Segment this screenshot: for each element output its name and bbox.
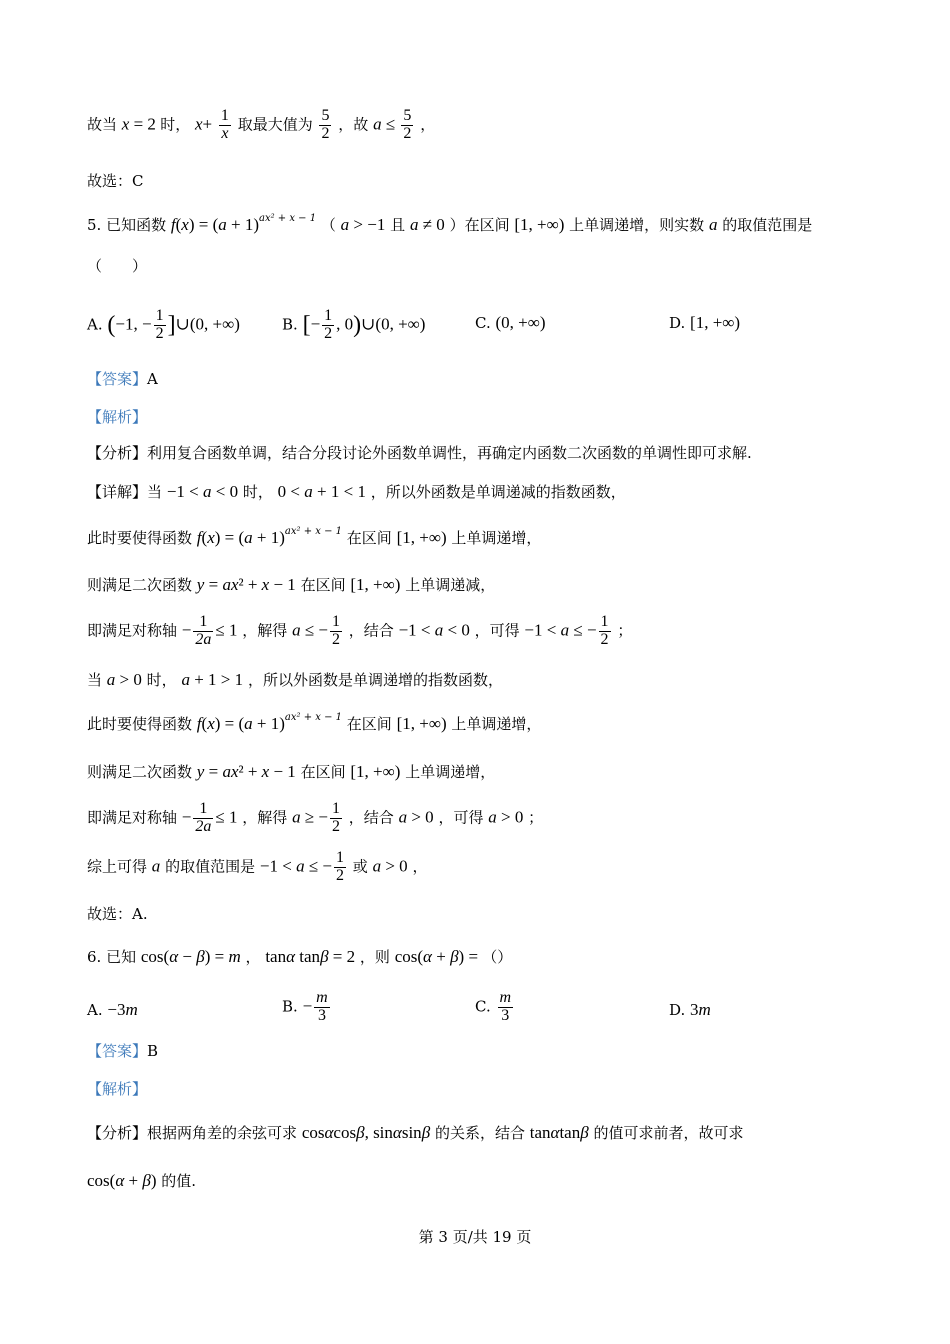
option-c: C. (0, +∞) [475,313,546,332]
text: 在区间 [346,715,392,733]
text: 【分析】 [87,1124,148,1142]
step-7: 即满足对称轴 − $\frac{1}{2a}$ ≤ 1 ，解得 a ≥ − $\frac{1}{2}$ ，结合 a > 0 ，可得 a > 0 ； [87,800,544,835]
text: ，结合 [348,621,394,640]
text: 6. 已知 [87,948,137,966]
option-d: D. [1, +∞) [669,313,741,332]
text: ，解得 [242,808,288,827]
fenxi-6: 【分析】根据两角差的余弦可求 cosαcosβ, sinαsinβ 的关系，结合 tanαtanβ 的值可求前者，故可求 [87,1123,744,1142]
question-5-paren: （ ） [87,257,148,275]
step-3: 即满足对称轴 − $\frac{1}{2a}$ ≤ 1 ，解得 a ≤ − $\frac{1}{2}$ ，结合 −1 < a < 0 ，可得 −1 < a ≤ − $\frac{1}{2}$ ； [87,613,633,648]
step-6: 则满足二次函数 y = ax² + x − 1 在区间 [1, +∞) 上单调递增， [87,762,496,781]
text: 上单调递减， [405,576,496,594]
text: 故当 [87,115,118,134]
text: B. [282,315,298,334]
jiexi-5: 【解析】 [87,408,148,426]
text: 当 [147,483,163,501]
xiangjie-5: 【详解】当 −1 < a < 0 时， 0 < a + 1 < 1 ，所以外函数是单调递减的指数函数， [87,482,626,501]
text: 即满足对称轴 [87,621,178,640]
answer-value: A [147,370,158,388]
text: 此时要使得函数 [87,529,193,547]
text: 在区间 [300,763,346,781]
question-5: 5. 已知函数 $f(x) = (a + 1)^{ax^2 + x - 1}$ （ a > −1 且 a ≠ 0 ）在区间 [1, +∞) 上单调递增，则实数 a 的取值范围是 [87,213,813,234]
text: D. [669,314,686,332]
text: 在区间 [300,576,346,594]
text: ，解得 [242,621,288,640]
option-6a: A. −3m [87,1000,138,1019]
option-a: A. (−1, − $\frac{1}{2}$ ]∪(0, +∞) [87,307,240,342]
text: ，所以外函数是单调递增的指数函数， [247,671,503,689]
step-2: 则满足二次函数 y = ax² + x − 1 在区间 [1, +∞) 上单调递减， [87,575,496,594]
text: C. [475,997,491,1016]
step-8: 综上可得 a 的取值范围是 −1 < a ≤ − $\frac{1}{2}$ 或 a > 0 ， [87,849,428,884]
text: ； [617,621,633,640]
text: A. [87,1001,103,1019]
text: 利用复合函数单调，结合分段讨论外函数单调性，再确定内函数二次函数的单调性即可求解. [147,444,752,462]
text: ，则 [359,948,390,966]
choose-a: 故选：A. [87,905,148,923]
text: 或 [352,857,368,876]
step-4: 当 a > 0 时， a + 1 > 1 ，所以外函数是单调递增的指数函数， [87,670,503,689]
text: 的取值范围是 [165,857,256,876]
text: 根据两角差的余弦可求 [147,1124,298,1142]
text: 上单调递增， [405,763,496,781]
text: 时， [242,483,273,501]
text: ； [528,808,544,827]
question-6: 6. 已知 cos(α − β) = m ， tanα tanβ = 2 ，则 cos(α + β) = （） [87,947,513,966]
text: ，结合 [348,808,394,827]
text: 则满足二次函数 [87,576,193,594]
text: 当 [87,671,103,689]
text: ，可得 [474,621,520,640]
text: 取最大值为 [237,115,313,134]
text: 即满足对称轴 [87,808,178,827]
answer-value: B [147,1042,159,1060]
step-5: 此时要使得函数 $f(x) = (a + 1)^{ax^2 + x - 1}$ 在区间 [1, +∞) 上单调递增， [87,712,542,733]
text: D. [669,1001,686,1019]
option-6d: D. 3m [669,1000,711,1019]
option-b: B. [− $\frac{1}{2}$ , 0)∪(0, +∞) [282,307,426,342]
text: ， [245,948,261,966]
fenxi-5 [87,446,752,461]
option-6b: B. − $\frac{m}{3}$ [282,989,328,1024]
text: 此时要使得函数 [87,715,193,733]
line-max-value: 故当 x = 2 时， x+ $\frac{1}{x}$ 取最大值为 $\frac{5}{2}$ ，故 a ≤ $\frac{5}{2}$ ， [87,107,436,142]
text: 5. 已知函数 [87,216,167,234]
text: ， [420,115,436,134]
text: 的取值范围是 [722,216,813,234]
text: 上单调递增， [451,529,542,547]
text: ， [412,857,428,876]
text: 且 [390,216,406,234]
text: 上单调递增，则实数 [569,216,705,234]
text: 综上可得 [87,857,148,876]
answer-tag: 【答案】 [87,1042,148,1060]
text: ，所以外函数是单调递减的指数函数， [370,483,626,501]
page-footer: 第 3 页/共 19 页 [418,1228,532,1246]
step-1: 此时要使得函数 $f(x) = (a + 1)^{ax^2 + x - 1}$ 在区间 [1, +∞) 上单调递增， [87,526,542,547]
text: ）在区间 [449,216,510,234]
text: B. [282,997,298,1016]
text: （ [320,216,336,234]
text: 的关系，结合 [434,1124,525,1142]
answer-6 [87,1044,158,1059]
text: ，故 [338,115,369,134]
text: 【详解】 [87,483,148,501]
text: （） [482,948,513,966]
text: C. [475,314,491,332]
text: 时， [146,671,177,689]
text: 的值可求前者，故可求 [593,1124,744,1142]
text: 【分析】 [87,444,148,462]
choose-c: 故选：C [87,172,144,190]
text: 则满足二次函数 [87,763,193,781]
text: 时， [160,115,191,134]
answer-tag: 【答案】 [87,370,148,388]
text: ，可得 [438,808,484,827]
option-6c: C. $\frac{m}{3}$ [475,989,512,1024]
text: A. [87,315,103,334]
jiexi-6: 【解析】 [87,1080,148,1098]
text: 的值. [161,1172,197,1190]
answer-5 [87,372,158,387]
text: 在区间 [346,529,392,547]
text: 上单调递增， [451,715,542,733]
fenxi-6-cont: cos(α + β) 的值. [87,1171,197,1190]
